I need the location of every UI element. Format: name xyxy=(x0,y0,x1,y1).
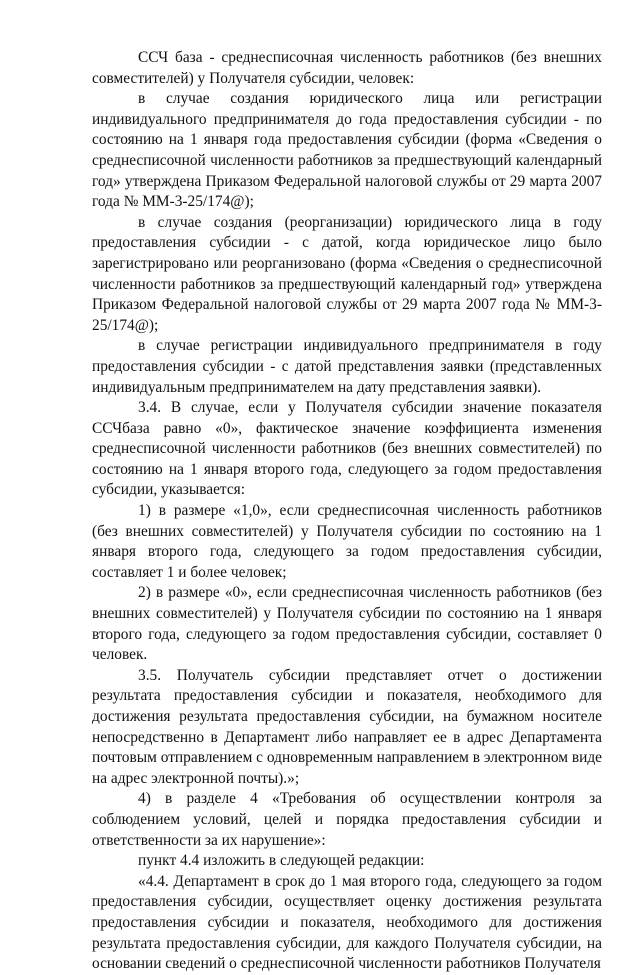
paragraph-4-4: «4.4. Департамент в срок до 1 мая второго года, следующего за годом предоставления субсидии, осуществляет оценку достижения результата предоставления субсидии и показателя, необходимого для достижения результата предоставления субсидии, для каждого Получателя субсидии, на основании сведений о среднесписочной численности работников Получателя xyxy=(92,872,602,973)
paragraph-3-5: 3.5. Получатель субсидии представляет отчет о достижении результата предоставления субсидии и показателя, необходимого для достижения результата предоставления субсидии, на бумажном носителе непосредственно в Департамент либо направляет ее в адрес Департамента почтовым отправлением с одновременным направлением в электронном виде на адрес электронной почты).»; xyxy=(92,666,602,787)
paragraph-section-4: 4) в разделе 4 «Требования об осуществлении контроля за соблюдением условий, целей и порядка предоставления субсидии и ответственности за их нарушение»: xyxy=(92,790,602,849)
paragraph-case-in-year-legal: в случае создания (реорганизации) юридического лица в году предоставления субсидии - с датой, когда юридическое лицо было зарегистрировано или реорганизовано (форма «Сведения о среднесписочной численности работников за предшествующий календарный год» утверждена Приказом Федеральной налоговой службы от 29 марта 2007 года № ММ-3-25/174@); xyxy=(92,213,602,334)
paragraph-case-before-year: в случае создания юридического лица или регистрации индивидуального предпринимателя до года предоставления субсидии - по состоянию на 1 января года предоставления субсидии (форма «Сведения о среднесписочной численности работников за предшествующий календарный год» утверждена Приказом Федеральной налоговой службы от 29 марта 2007 года № ММ-3-25/174@); xyxy=(92,90,602,211)
paragraph-point-4-4-intro: пункт 4.4 изложить в следующей редакции: xyxy=(138,852,425,870)
paragraph-ssch-definition: ССЧ база - среднесписочная численность работников (без внешних совместителей) у Получателя субсидии, человек: xyxy=(92,49,602,87)
paragraph-3-4-item-1: 1) в размере «1,0», если среднесписочная численность работников (без внешних совместителей) у Получателя субсидии по состоянию на 1 января второго года, следующего за годом предоставления субсидии, составляет 1 и более человек; xyxy=(92,502,602,581)
paragraph-case-in-year-ip: в случае регистрации индивидуального предпринимателя в году предоставления субсидии - с датой представления заявки (представленных индивидуальным предпринимателем на дату представления заявки). xyxy=(92,337,602,396)
paragraph-3-4-item-2: 2) в размере «0», если среднесписочная численность работников (без внешних совместителей) у Получателя субсидии по состоянию на 1 января второго года, следующего за годом предоставления субсидии, составляет 0 человек. xyxy=(92,584,602,664)
document-page xyxy=(92,48,602,975)
paragraph-3-4: 3.4. В случае, если у Получателя субсидии значение показателя ССЧбаза равно «0», фактическое значение коэффициента изменения среднесписочной численности работников (без внешних совместителей) по состоянию на 1 января второго года, следующего за годом предоставления субсидии, указывается: xyxy=(92,399,602,499)
